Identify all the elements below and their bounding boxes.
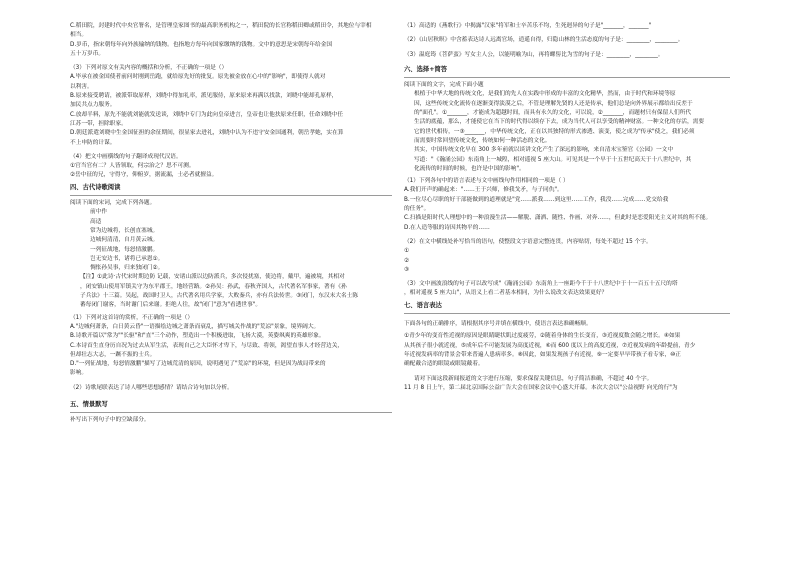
text-line: C.本诗首生直身历自况为过去从军生活，表现自己之大臣怀才卑下，与尽致、将领，渴望直事人才经营边关，: [70, 342, 344, 349]
poem-author: 高适: [90, 218, 102, 225]
right-column: [404, 22, 730, 393]
answer-slot: ②: [404, 257, 410, 264]
text-line: A.毕承在被金国使者前问时刚到岳跑，就给原先好的批复。原先被金放在心中的"影响"，即使得人就对: [70, 74, 326, 81]
poem-title: 前中作: [90, 209, 108, 216]
text-line: 因，这些传统文化流传在逐渐变得淡漠之后，不管是理解先贤的人还是传承，他们总是向外界展示都给出反差于: [414, 100, 693, 107]
order-intro: 下面各句的正确排序，请根据其序号并填在横线中，使语言表达准确畅顺。: [404, 321, 592, 328]
text-line: 11 月 8 日上午，第二届北京国际公益广告大会在国家会议中心盛大开幕。本次大会以"公益视野 向光的行"为: [404, 384, 678, 391]
text-line: B.一位尽心尽职的好干部能做到的道理就是"党……派我……到这里……工作，我没……完成……党交给我: [404, 196, 669, 203]
text-line: D."一列征战地，每怒情激鹏"描写了边城荒清的原因，说明遇见了"荒凉"的环境，但是因为战局带来的: [70, 361, 326, 368]
choice-question: [404, 177, 730, 233]
text-line: （1）下列对这首诗的赏析，不正确的一项是（）: [70, 314, 194, 321]
divider: [404, 313, 730, 314]
text-line: 子兵法》十三篇。吴起，战国时卫人，古代著名用兵学家，大败秦兵，亦有兵法传世。③闭门，东汉末大名士陈: [80, 293, 359, 300]
poem-line: 边城何清清，自月黄云城。: [90, 237, 159, 244]
passage-intro: 阅读下面的文字，完成下面小题: [404, 82, 484, 89]
left-column: [70, 22, 392, 426]
text-line: （3）文中画波浪线的句子可以改写成"《瀚涌公园》东南角上一座距今千于十八世纪中于十一百五十五尺的塔: [404, 281, 678, 288]
text-line: 其实，中国传统文化早在 300 多年前就以谈讲文化产生了深远的影响，来自清末宝鉴官《公园》一文中: [414, 147, 674, 154]
text-line: C.扫描是阳时代人理想中的一种浪漫生活——解脱、潇洒、随性、作画、对奔……，但此时是恋爱阳光主义对其的所不能。: [404, 215, 712, 222]
text-line: 的任务"。: [404, 206, 430, 213]
fill-question-1: （1）高适的《燕歌行》中揭露"汉家"将军和士卒苦乐不均，生死迥异的句子是"_______，_______": [404, 23, 652, 29]
answer-slot: ③: [404, 266, 410, 273]
option-lines-top: [70, 22, 392, 59]
text-line: D.在人造等服的诗因其物平的……: [404, 224, 490, 231]
text-line: （4）把文中画横线的句子翻译成现代汉语。: [70, 153, 182, 160]
text-line: 蕃每闭门谢客，当时谢门后来谢。拒绝人往，故"闭门"意为"看透世事"。: [80, 302, 262, 309]
text-line: ，闭安镇山使用军镇关守为东平郡王，地经营路。②孙吴：孙武，春秋齐国人，古代著名军事家，著有《孙: [80, 283, 347, 290]
text-line: 年近视发病率的背景会带来普遍人患病率多。⑧因此，如果发现孩子有近视，⑨一定要早早带孩子看专家，⑩正: [404, 351, 681, 358]
short-answer-question: [404, 238, 730, 299]
order-sentences: [404, 332, 730, 369]
text-line: 而需要时常回望传统文化，传统如何一种活态的文化。: [414, 137, 551, 144]
section-intro: 补写出下列句子中的空缺部分。: [70, 417, 150, 424]
text-line: 写道："《瀚涌公园》东南角上一城隍，相对遥视 5 座大山。可见其是一个早于十五世纪高天于十八世纪中，其: [414, 156, 692, 163]
text-line: 江苏一带，担除职家。: [70, 120, 127, 127]
divider: [70, 412, 392, 413]
text-line: 根植于中华大地的传统文化，是我们的先人在实践中形成的丰富的文化精华，然而，由于时代和环境等原: [414, 91, 676, 98]
section-title: 四、古代诗歌阅读: [70, 183, 121, 191]
text-line: D.岁币，指宋朝每年向外族输纳的钱物。也指地方每年向国家缴纳的钱物。文中的意思是宋朝每年给金国: [70, 41, 333, 48]
divider: [70, 195, 392, 196]
answer-slot: ①: [404, 248, 410, 255]
poem-notes: [70, 273, 392, 310]
poem: [70, 208, 392, 273]
text-line: A."边城何萧条，白日黄云昏"一语描绘边城之萧条而衰乱，描写城关作战的"荒凉"景象，境界阔大。: [70, 323, 320, 330]
text-line: ①官当官有二？人皆领取，何宗治之？思不可测。: [70, 163, 195, 170]
compress-intro: 请对下面这段新闻报道的文字进行压缩，要求保留关键信息，句子简洁准确，不超过 40 个字。: [414, 375, 653, 382]
poem-intro: 阅读下面的宋词，完成下列各题。: [70, 200, 156, 207]
text-line: 确配戴合适的眼镜或眼镜戴着。: [404, 361, 484, 368]
text-line: 从其孩子很小就近视，⑤成年后不可能发展为高度近视，⑥而 600 度以上的高度近视，⑦近视发病的年龄提前，青少: [404, 342, 696, 349]
section-title: 七、语言表达: [404, 301, 442, 309]
text-line: C.放却半料，原先不能就刘能就发送谈，刘晓中专门为此向皇帝进言，皇帝也让他扶原来任职，任命刘晓中任: [70, 111, 344, 118]
fill-question-3: （3）温庭筠《菩萨蛮》写女主人公，以能明喻为山，再将螺髻比为雪的句子是：________，________。: [404, 51, 664, 58]
text-line: （3）下列对原文有关内容的概括和分析，不正确的一项是（）: [70, 65, 228, 72]
question-2-poem: （2）诗歌尾联表达了诗人哪些思想感情？请结合诗句加以分析。: [70, 384, 233, 391]
text-line: A.我们开声的确起来："……王于兴师，修我戈矛，与子同仇"。: [404, 187, 563, 194]
text-line: C.稻田院，封建时代中央官署名，是管理皇家图书的最高职务机构之一，稻田院的长官称稻田卿或稻田令，其地位与宰相: [70, 23, 372, 29]
section-title: 六、选择+简答: [404, 65, 448, 73]
text-line: 生活的底蕴，那么，才能使它在当下的时代得以续存下去，成为当代人可以享受的精神财富。一种文化的存活，需要: [414, 119, 705, 126]
text-line: B.原来接受聘请，被派带取原样，刘晓中得加礼率，派见服侍，原来原来再满以找款，刘晓中能却孔原样，: [70, 93, 338, 100]
text-line: ②岳中征的兄，守得守，仰俯岁，据流漏，士必者就擅益。: [70, 172, 218, 179]
text-line: ，相对遥视 5 座大山"，从语义上看二者基本相同，为什么说改文表达效果更好？: [404, 290, 608, 297]
divider: [404, 77, 730, 78]
fill-question-2: （2）《山居秋暝》中含蓄表达诗人远离官场，逍遥自得，归隐山林的生活态度的句子是：________，________。: [404, 37, 684, 44]
text-line: 它的世代相传，一③_______，中华传统文化，正在以其独特的形式渗透、演变，使之成为"传承"使之，我们必须: [414, 128, 695, 135]
text-line: 五十万岁币。: [70, 50, 105, 57]
text-line: 影响。: [70, 370, 88, 377]
text-line: 相当。: [70, 32, 88, 39]
text-line: 不上申防的计谋。: [70, 139, 116, 146]
section-title: 五、情景默写: [70, 400, 108, 408]
question-3: [70, 64, 392, 148]
text-line: （2）在文中横线处补写恰当的语句，使整段文字语意完整连贯，内容贴切，每处不超过 15 个字。: [404, 238, 652, 245]
poem-line: 一列征战地，每怒情激鹏。: [90, 246, 159, 253]
poem-line: 岂无安边书，诸将已承恩①。: [90, 255, 164, 262]
text-line: 以利害。: [70, 83, 93, 90]
text-line: 但却壮志大志，一蹶不振的士兵。: [70, 351, 156, 358]
text-line: 化流传的时间的时候，也许是中国的影响"。: [414, 165, 525, 172]
text-line: （1）下列各句中的语言表述与文中画线句作用相同的一项是（ ）: [404, 178, 569, 185]
passage: [404, 90, 730, 174]
poem-line: 常为边城将，长创直塞城。: [90, 227, 159, 234]
question-1-poem: [70, 314, 392, 379]
poem-line: 惆怅孙吴事，归来独闭门②。: [90, 265, 164, 272]
text-line: D.朝廷派遣刘晓中生金国征担的余征期间，很显家去进礼，刘晓中认为不违守安金国通利，朝岳孝她，实在算: [70, 130, 344, 137]
text-line: 【注】①此诗·古代宋时期边防 记载，安诸山派以边防派兵，多次侵扰塞，使边将，戴甲，遍被境，其相对: [80, 274, 345, 281]
text-line: 加民共点力服务。: [70, 102, 116, 109]
question-4: [70, 153, 392, 181]
text-line: ①青少年的变育性近视的原因是眼睛睫状肌过度疲劳，②随着身体的生长变育，③近视度数会随之增长。④如果: [404, 333, 681, 340]
text-line: 的"面孔"。①_______，才能成为超越时间，而具有永久的文化，可以说，②_______，而题材只有保留人们所代: [414, 110, 692, 117]
text-line: B.诗歌开篇以"常为""长驱"和"直"三个动作，塑造出一个积极进取，飞扬大漠，英姿飒爽的英雄形象。: [70, 333, 325, 340]
